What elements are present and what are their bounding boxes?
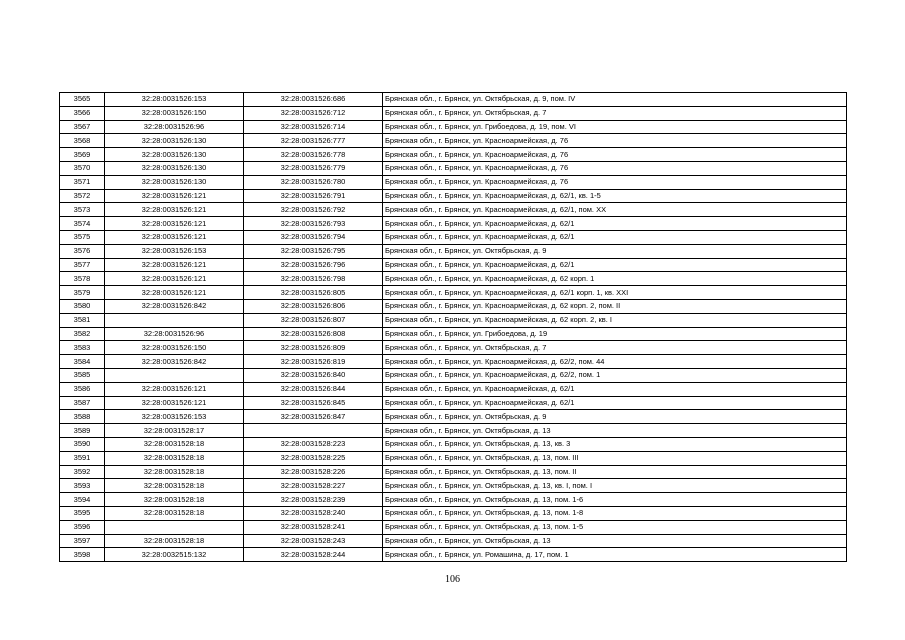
parcel-cadastral-number-cell: 32:28:0031526:130	[105, 161, 244, 175]
object-cadastral-number-cell: 32:28:0031526:805	[244, 286, 383, 300]
row-number-cell: 3593	[60, 479, 105, 493]
object-cadastral-number-cell: 32:28:0031528:243	[244, 534, 383, 548]
row-number-cell: 3571	[60, 175, 105, 189]
object-cadastral-number-cell: 32:28:0031526:777	[244, 134, 383, 148]
parcel-cadastral-number-cell: 32:28:0031526:842	[105, 299, 244, 313]
address-cell: Брянская обл., г. Брянск, ул. Октябрьская, д. 13	[383, 424, 847, 438]
parcel-cadastral-number-cell	[105, 313, 244, 327]
row-number-cell: 3575	[60, 230, 105, 244]
table-row	[60, 299, 847, 313]
object-cadastral-number-cell: 32:28:0031526:780	[244, 175, 383, 189]
table-row	[60, 134, 847, 148]
row-number-cell: 3592	[60, 465, 105, 479]
table-row	[60, 437, 847, 451]
row-number-cell: 3589	[60, 424, 105, 438]
parcel-cadastral-number-cell: 32:28:0031526:121	[105, 189, 244, 203]
parcel-cadastral-number-cell: 32:28:0031526:121	[105, 258, 244, 272]
table-row	[60, 506, 847, 520]
table-row	[60, 286, 847, 300]
table-row	[60, 161, 847, 175]
table-row	[60, 548, 847, 562]
address-cell: Брянская обл., г. Брянск, ул. Октябрьская, д. 9, пом. IV	[383, 93, 847, 107]
table-row	[60, 451, 847, 465]
address-cell: Брянская обл., г. Брянск, ул. Красноармейская, д. 62 корп. 2, кв. I	[383, 313, 847, 327]
table-row	[60, 203, 847, 217]
object-cadastral-number-cell: 32:28:0031528:223	[244, 437, 383, 451]
object-cadastral-number-cell: 32:28:0031526:796	[244, 258, 383, 272]
table-row	[60, 355, 847, 369]
object-cadastral-number-cell: 32:28:0031526:798	[244, 272, 383, 286]
row-number-cell: 3597	[60, 534, 105, 548]
table-row	[60, 106, 847, 120]
address-cell: Брянская обл., г. Брянск, ул. Октябрьская, д. 13, пом. 1-5	[383, 520, 847, 534]
object-cadastral-number-cell: 32:28:0031526:791	[244, 189, 383, 203]
table-row	[60, 396, 847, 410]
object-cadastral-number-cell: 32:28:0031526:794	[244, 230, 383, 244]
object-cadastral-number-cell: 32:28:0031528:227	[244, 479, 383, 493]
page-number: 106	[445, 574, 460, 585]
object-cadastral-number-cell	[244, 424, 383, 438]
object-cadastral-number-cell: 32:28:0031526:809	[244, 341, 383, 355]
address-cell: Брянская обл., г. Брянск, ул. Октябрьская, д. 13, кв. I, пом. I	[383, 479, 847, 493]
table-row	[60, 189, 847, 203]
address-cell: Брянская обл., г. Брянск, ул. Красноармейская, д. 76	[383, 161, 847, 175]
row-number-cell: 3596	[60, 520, 105, 534]
table-row	[60, 534, 847, 548]
object-cadastral-number-cell: 32:28:0031528:244	[244, 548, 383, 562]
object-cadastral-number-cell: 32:28:0031526:808	[244, 327, 383, 341]
row-number-cell: 3568	[60, 134, 105, 148]
parcel-cadastral-number-cell: 32:28:0031528:18	[105, 451, 244, 465]
table-row	[60, 382, 847, 396]
object-cadastral-number-cell: 32:28:0031526:819	[244, 355, 383, 369]
parcel-cadastral-number-cell: 32:28:0031526:842	[105, 355, 244, 369]
address-cell: Брянская обл., г. Брянск, ул. Октябрьская, д. 13, пом. 1-6	[383, 493, 847, 507]
table-row	[60, 410, 847, 424]
row-number-cell: 3580	[60, 299, 105, 313]
row-number-cell: 3582	[60, 327, 105, 341]
parcel-cadastral-number-cell: 32:28:0031528:18	[105, 493, 244, 507]
object-cadastral-number-cell: 32:28:0031526:686	[244, 93, 383, 107]
address-cell: Брянская обл., г. Брянск, ул. Красноармейская, д. 62/1	[383, 382, 847, 396]
address-cell: Брянская обл., г. Брянск, ул. Октябрьская, д. 13, пом. II	[383, 465, 847, 479]
table-row	[60, 493, 847, 507]
parcel-cadastral-number-cell: 32:28:0031526:121	[105, 272, 244, 286]
address-cell: Брянская обл., г. Брянск, ул. Красноармейская, д. 62/1 корп. 1, кв. XXI	[383, 286, 847, 300]
object-cadastral-number-cell: 32:28:0031526:779	[244, 161, 383, 175]
address-cell: Брянская обл., г. Брянск, ул. Октябрьская, д. 9	[383, 244, 847, 258]
object-cadastral-number-cell: 32:28:0031526:792	[244, 203, 383, 217]
parcel-cadastral-number-cell: 32:28:0031528:17	[105, 424, 244, 438]
object-cadastral-number-cell: 32:28:0031526:778	[244, 148, 383, 162]
parcel-cadastral-number-cell: 32:28:0031526:121	[105, 396, 244, 410]
row-number-cell: 3594	[60, 493, 105, 507]
address-cell: Брянская обл., г. Брянск, ул. Красноармейская, д. 62/1	[383, 230, 847, 244]
parcel-cadastral-number-cell: 32:28:0031526:121	[105, 230, 244, 244]
row-number-cell: 3569	[60, 148, 105, 162]
object-cadastral-number-cell: 32:28:0031526:845	[244, 396, 383, 410]
object-cadastral-number-cell: 32:28:0031528:239	[244, 493, 383, 507]
address-cell: Брянская обл., г. Брянск, ул. Красноармейская, д. 62/1	[383, 258, 847, 272]
address-cell: Брянская обл., г. Брянск, ул. Красноармейская, д. 76	[383, 175, 847, 189]
object-cadastral-number-cell: 32:28:0031528:225	[244, 451, 383, 465]
object-cadastral-number-cell: 32:28:0031526:793	[244, 217, 383, 231]
row-number-cell: 3590	[60, 437, 105, 451]
parcel-cadastral-number-cell: 32:28:0031526:153	[105, 93, 244, 107]
object-cadastral-number-cell: 32:28:0031528:241	[244, 520, 383, 534]
table-row	[60, 313, 847, 327]
address-cell: Брянская обл., г. Брянск, ул. Октябрьская, д. 7	[383, 341, 847, 355]
parcel-cadastral-number-cell: 32:28:0031526:130	[105, 148, 244, 162]
parcel-cadastral-number-cell: 32:28:0031526:130	[105, 134, 244, 148]
table-row	[60, 93, 847, 107]
row-number-cell: 3578	[60, 272, 105, 286]
parcel-cadastral-number-cell	[105, 520, 244, 534]
table-row	[60, 479, 847, 493]
address-cell: Брянская обл., г. Брянск, ул. Октябрьская, д. 7	[383, 106, 847, 120]
parcel-cadastral-number-cell	[105, 368, 244, 382]
row-number-cell: 3576	[60, 244, 105, 258]
table-row	[60, 272, 847, 286]
object-cadastral-number-cell: 32:28:0031526:844	[244, 382, 383, 396]
row-number-cell: 3567	[60, 120, 105, 134]
object-cadastral-number-cell: 32:28:0031526:806	[244, 299, 383, 313]
row-number-cell: 3579	[60, 286, 105, 300]
parcel-cadastral-number-cell: 32:28:0031526:121	[105, 217, 244, 231]
object-cadastral-number-cell: 32:28:0031526:712	[244, 106, 383, 120]
parcel-cadastral-number-cell: 32:28:0031528:18	[105, 479, 244, 493]
address-cell: Брянская обл., г. Брянск, ул. Грибоедова, д. 19, пом. VI	[383, 120, 847, 134]
object-cadastral-number-cell: 32:28:0031528:240	[244, 506, 383, 520]
address-cell: Брянская обл., г. Брянск, ул. Красноармейская, д. 62 корп. 2, пом. II	[383, 299, 847, 313]
parcel-cadastral-number-cell: 32:28:0031526:96	[105, 327, 244, 341]
object-cadastral-number-cell: 32:28:0031528:226	[244, 465, 383, 479]
parcel-cadastral-number-cell: 32:28:0031528:18	[105, 465, 244, 479]
row-number-cell: 3573	[60, 203, 105, 217]
table-row	[60, 520, 847, 534]
address-cell: Брянская обл., г. Брянск, ул. Октябрьская, д. 13, пом. III	[383, 451, 847, 465]
table-row	[60, 120, 847, 134]
address-cell: Брянская обл., г. Брянск, ул. Красноармейская, д. 62/2, пом. 1	[383, 368, 847, 382]
table-row	[60, 217, 847, 231]
object-cadastral-number-cell: 32:28:0031526:847	[244, 410, 383, 424]
parcel-cadastral-number-cell: 32:28:0031526:121	[105, 203, 244, 217]
parcel-cadastral-number-cell: 32:28:0031526:150	[105, 341, 244, 355]
address-cell: Брянская обл., г. Брянск, ул. Красноармейская, д. 76	[383, 134, 847, 148]
row-number-cell: 3591	[60, 451, 105, 465]
parcel-cadastral-number-cell: 32:28:0031526:121	[105, 382, 244, 396]
row-number-cell: 3577	[60, 258, 105, 272]
address-cell: Брянская обл., г. Брянск, ул. Красноармейская, д. 76	[383, 148, 847, 162]
parcel-cadastral-number-cell: 32:28:0031528:18	[105, 534, 244, 548]
row-number-cell: 3588	[60, 410, 105, 424]
address-cell: Брянская обл., г. Брянск, ул. Грибоедова, д. 19	[383, 327, 847, 341]
address-cell: Брянская обл., г. Брянск, ул. Ромашина, д. 17, пом. 1	[383, 548, 847, 562]
table-row	[60, 341, 847, 355]
row-number-cell: 3570	[60, 161, 105, 175]
address-cell: Брянская обл., г. Брянск, ул. Красноармейская, д. 62/1, кв. 1-5	[383, 189, 847, 203]
parcel-cadastral-number-cell: 32:28:0031526:153	[105, 244, 244, 258]
table-row	[60, 175, 847, 189]
row-number-cell: 3586	[60, 382, 105, 396]
row-number-cell: 3574	[60, 217, 105, 231]
table-row	[60, 230, 847, 244]
address-cell: Брянская обл., г. Брянск, ул. Красноармейская, д. 62/1, пом. XX	[383, 203, 847, 217]
parcel-cadastral-number-cell: 32:28:0031528:18	[105, 437, 244, 451]
object-cadastral-number-cell: 32:28:0031526:714	[244, 120, 383, 134]
parcel-cadastral-number-cell: 32:28:0031526:130	[105, 175, 244, 189]
object-cadastral-number-cell: 32:28:0031526:807	[244, 313, 383, 327]
address-cell: Брянская обл., г. Брянск, ул. Октябрьская, д. 13	[383, 534, 847, 548]
row-number-cell: 3566	[60, 106, 105, 120]
address-cell: Брянская обл., г. Брянск, ул. Красноармейская, д. 62/1	[383, 396, 847, 410]
row-number-cell: 3583	[60, 341, 105, 355]
address-cell: Брянская обл., г. Брянск, ул. Красноармейская, д. 62/1	[383, 217, 847, 231]
register-table	[59, 92, 847, 562]
row-number-cell: 3585	[60, 368, 105, 382]
row-number-cell: 3587	[60, 396, 105, 410]
table-row	[60, 327, 847, 341]
address-cell: Брянская обл., г. Брянск, ул. Красноармейская, д. 62 корп. 1	[383, 272, 847, 286]
row-number-cell: 3581	[60, 313, 105, 327]
parcel-cadastral-number-cell: 32:28:0031526:121	[105, 286, 244, 300]
row-number-cell: 3584	[60, 355, 105, 369]
table-row	[60, 465, 847, 479]
parcel-cadastral-number-cell: 32:28:0031528:18	[105, 506, 244, 520]
parcel-cadastral-number-cell: 32:28:0031526:150	[105, 106, 244, 120]
address-cell: Брянская обл., г. Брянск, ул. Октябрьская, д. 9	[383, 410, 847, 424]
table-row	[60, 148, 847, 162]
parcel-cadastral-number-cell: 32:28:0032515:132	[105, 548, 244, 562]
row-number-cell: 3595	[60, 506, 105, 520]
table-row	[60, 424, 847, 438]
address-cell: Брянская обл., г. Брянск, ул. Красноармейская, д. 62/2, пом. 44	[383, 355, 847, 369]
parcel-cadastral-number-cell: 32:28:0031526:153	[105, 410, 244, 424]
row-number-cell: 3565	[60, 93, 105, 107]
parcel-cadastral-number-cell: 32:28:0031526:96	[105, 120, 244, 134]
table-row	[60, 244, 847, 258]
row-number-cell: 3598	[60, 548, 105, 562]
table-row	[60, 258, 847, 272]
object-cadastral-number-cell: 32:28:0031526:795	[244, 244, 383, 258]
register-table-body	[60, 93, 847, 562]
table-row	[60, 368, 847, 382]
object-cadastral-number-cell: 32:28:0031526:840	[244, 368, 383, 382]
address-cell: Брянская обл., г. Брянск, ул. Октябрьская, д. 13, пом. 1-8	[383, 506, 847, 520]
row-number-cell: 3572	[60, 189, 105, 203]
address-cell: Брянская обл., г. Брянск, ул. Октябрьская, д. 13, кв. 3	[383, 437, 847, 451]
